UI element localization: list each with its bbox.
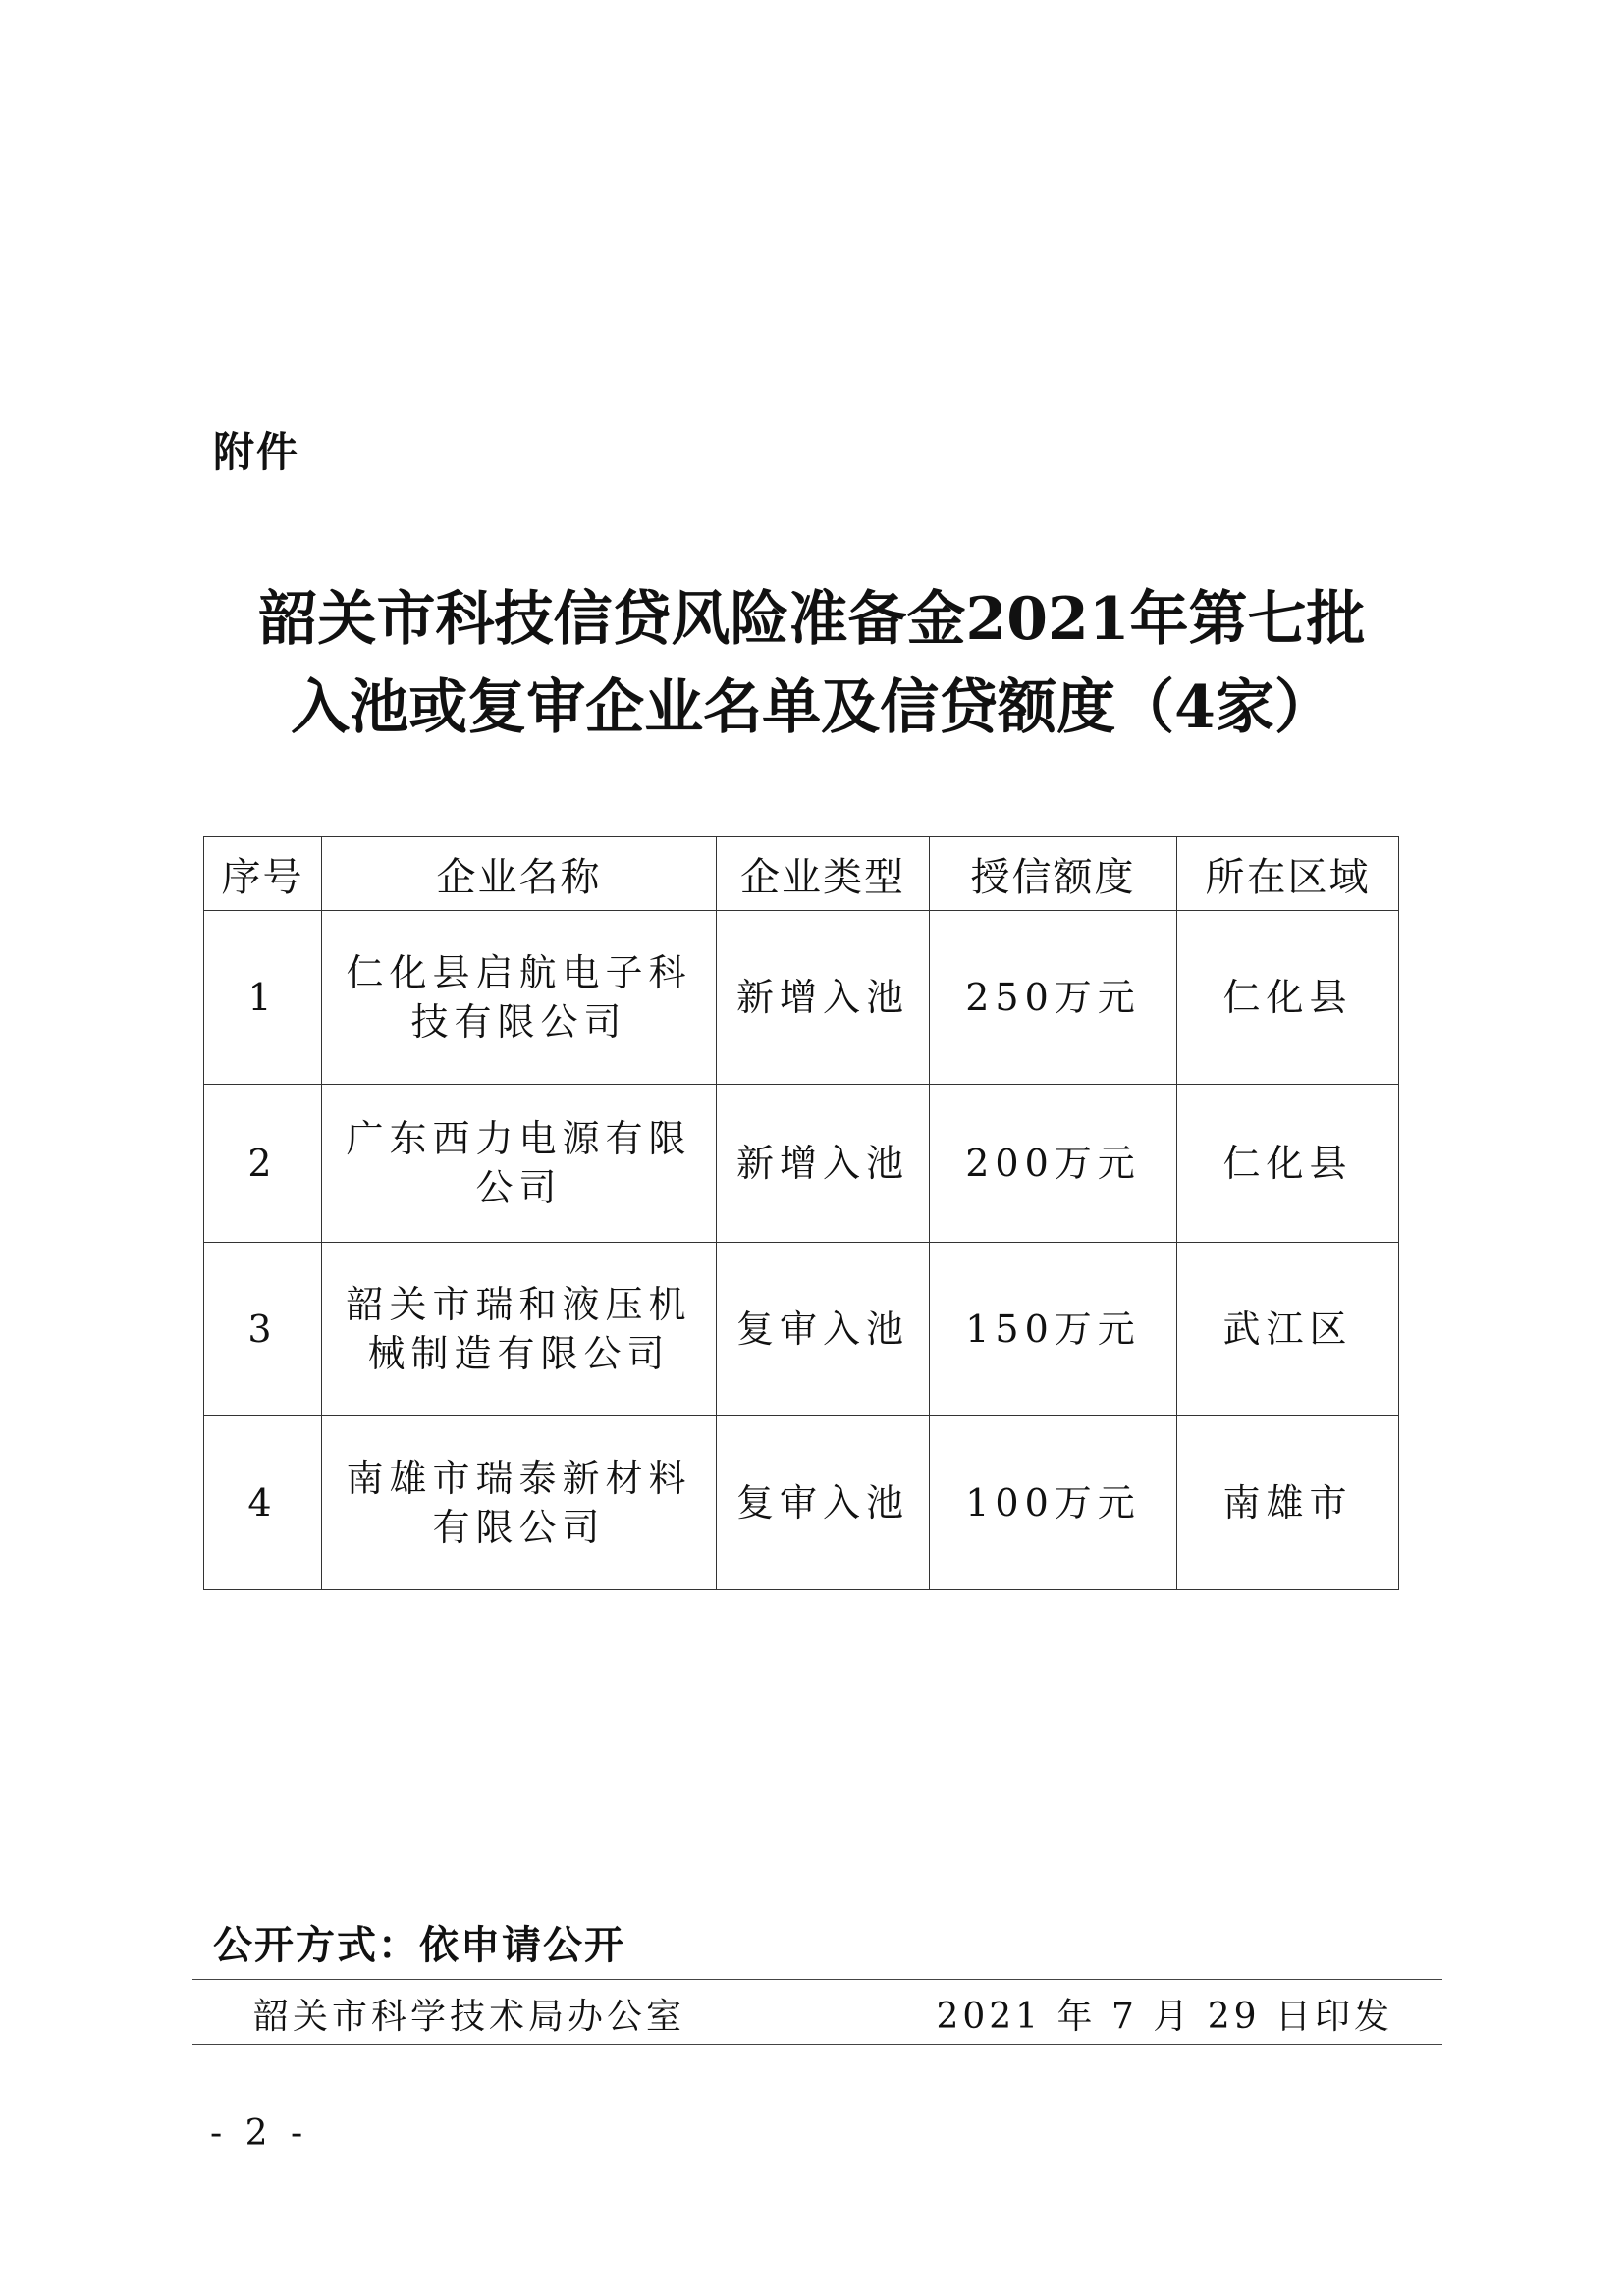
table-row — [204, 1085, 1399, 1243]
company-name-line-2: 公司 — [475, 1166, 563, 1209]
company-name-line-1: 韶关市瑞和液压机 — [346, 1283, 692, 1326]
cell-region: 武江区 — [1177, 1243, 1399, 1416]
cell-company-type: 新增入池 — [717, 911, 930, 1085]
page-number: - 2 - — [210, 2113, 309, 2154]
title-line-1: 韶关市科技信贷风险准备金2021年第七批 — [258, 585, 1366, 654]
footer-top-divider — [192, 1979, 1442, 1980]
company-name-line-2: 有限公司 — [432, 1506, 606, 1549]
cell-credit-amount: 250万元 — [930, 911, 1177, 1085]
table-row — [204, 1416, 1399, 1590]
cell-index: 2 — [204, 1085, 322, 1243]
cell-company-name — [322, 1416, 717, 1590]
table-header-row — [204, 837, 1399, 911]
table-row — [204, 1243, 1399, 1416]
disclosure-method: 公开方式：依申请公开 — [213, 1923, 625, 1968]
table-row — [204, 911, 1399, 1085]
cell-index: 1 — [204, 911, 322, 1085]
attachment-label: 附件 — [213, 428, 300, 476]
cell-credit-amount: 100万元 — [930, 1416, 1177, 1590]
company-credit-table — [203, 836, 1399, 1590]
header-credit-amount: 授信额度 — [930, 837, 1177, 911]
header-index: 序号 — [204, 837, 322, 911]
cell-region: 南雄市 — [1177, 1416, 1399, 1590]
header-company-type: 企业类型 — [717, 837, 930, 911]
cell-company-type: 新增入池 — [717, 1085, 930, 1243]
company-name-line-2: 械制造有限公司 — [367, 1332, 671, 1375]
cell-company-name — [322, 1243, 717, 1416]
company-name-line-1: 仁化县启航电子科 — [346, 951, 692, 994]
document-title — [0, 575, 1624, 752]
header-region: 所在区域 — [1177, 837, 1399, 911]
issuing-office: 韶关市科学技术局办公室 — [253, 1997, 686, 2037]
cell-region: 仁化县 — [1177, 1085, 1399, 1243]
issue-date: 2021 年 7 月 29 日印发 — [936, 1997, 1393, 2037]
cell-index: 3 — [204, 1243, 322, 1416]
cell-company-name — [322, 1085, 717, 1243]
cell-company-type: 复审入池 — [717, 1416, 930, 1590]
cell-company-type: 复审入池 — [717, 1243, 930, 1416]
cell-company-name — [322, 911, 717, 1085]
footer-bottom-divider — [192, 2044, 1442, 2045]
cell-credit-amount: 200万元 — [930, 1085, 1177, 1243]
company-name-line-1: 广东西力电源有限 — [346, 1117, 692, 1160]
header-company-name: 企业名称 — [322, 837, 717, 911]
cell-region: 仁化县 — [1177, 911, 1399, 1085]
cell-index: 4 — [204, 1416, 322, 1590]
title-line-2: 入池或复审企业名单及信贷额度（4家） — [291, 673, 1333, 742]
company-name-line-2: 技有限公司 — [410, 1000, 627, 1043]
company-name-line-1: 南雄市瑞泰新材料 — [346, 1457, 692, 1500]
cell-credit-amount: 150万元 — [930, 1243, 1177, 1416]
